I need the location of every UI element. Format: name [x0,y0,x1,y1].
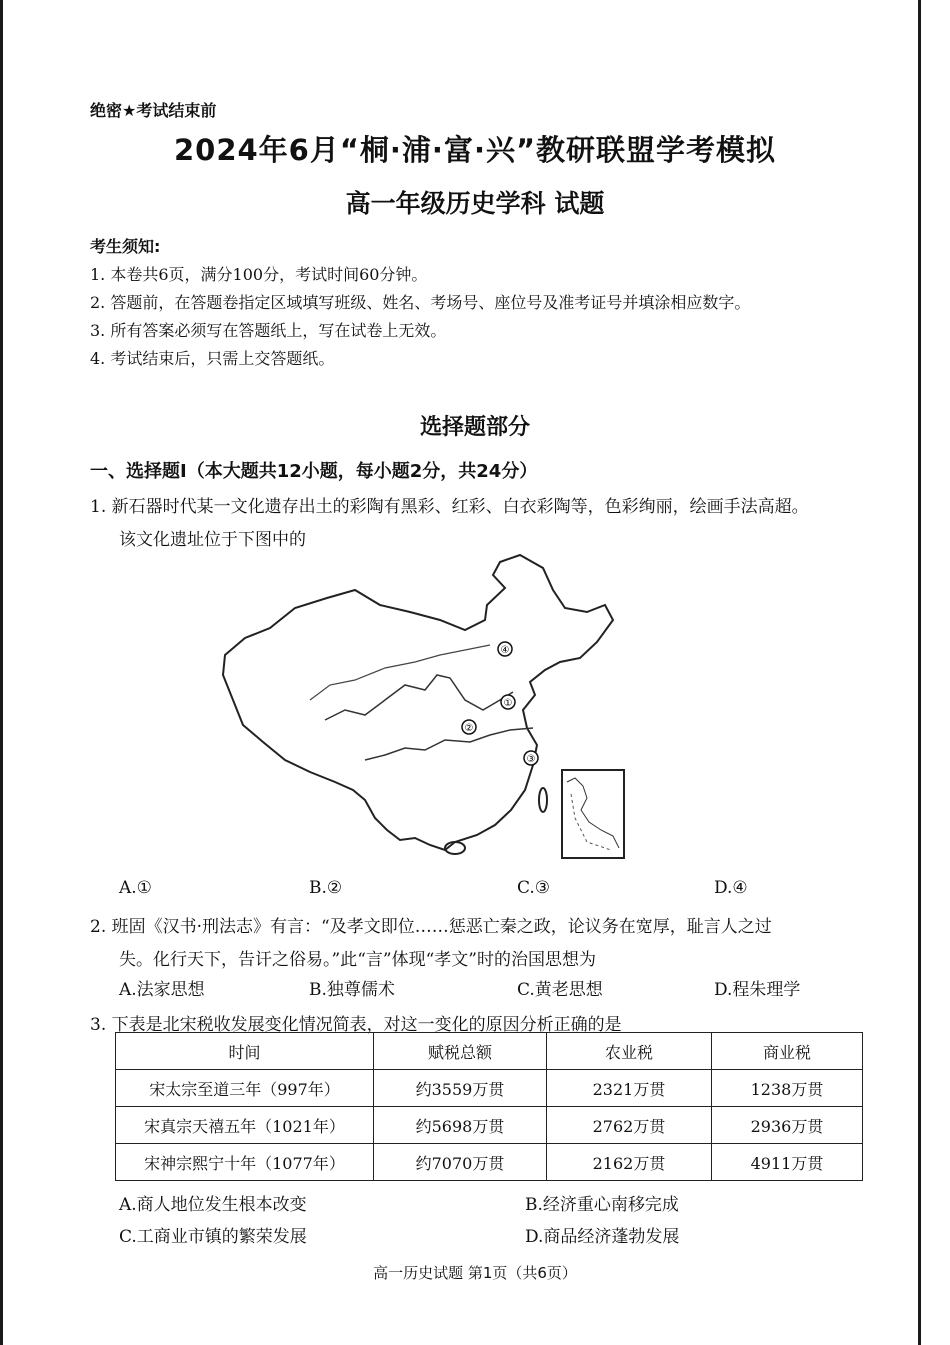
exam-title: 2024年6月“桐·浦·富·兴”教研联盟学考模拟 [173,133,777,167]
q3-option-d: D.商品经济蓬勃发展 [525,1227,680,1247]
q2-option-c: C.黄老思想 [517,980,603,1000]
notice-item: 4. 考试结束后，只需上交答题纸。 [90,349,335,368]
q2-text: 2. 班固《汉书·刑法志》有言：“及孝文即位……惩恶亡秦之政，论议务在宽厚，耻言人之过 [90,917,772,937]
tax-table [115,1032,863,1181]
q1-option-d: D.④ [714,878,748,898]
china-map [215,550,645,865]
table-header-cell: 赋税总额 [374,1033,547,1070]
q2-option-d: D.程朱理学 [714,980,801,1000]
table-cell: 宋真宗天禧五年（1021年） [116,1107,374,1144]
svg-text:①: ① [503,698,513,709]
notice-heading: 考生须知: [90,237,161,256]
table-cell: 2936万贯 [712,1107,863,1144]
table-header-cell: 农业税 [547,1033,712,1070]
table-cell: 宋太宗至道三年（997年） [116,1070,374,1107]
region-border [310,645,490,700]
south-china-sea-inset [562,770,624,858]
notice-item: 1. 本卷共6页，满分100分，考试时间60分钟。 [90,265,428,284]
q1-option-c: C.③ [517,878,551,898]
table-header-cell: 商业税 [712,1033,863,1070]
q1-option-b: B.② [309,878,343,898]
q3-option-a: A.商人地位发生根本改变 [119,1195,307,1215]
table-row [116,1070,863,1107]
marker-1 [501,695,515,709]
section-title: 选择题部分 [419,415,530,440]
q2-option-a: A.法家思想 [119,980,205,1000]
q3-text: 3. 下表是北宋税收发展变化情况简表，对这一变化的原因分析正确的是 [90,1015,622,1035]
q1-option-a: A.① [119,878,152,898]
table-cell: 4911万贯 [712,1144,863,1181]
river-yellow [325,675,513,720]
q3-option-c: C.工商业市镇的繁荣发展 [119,1227,307,1247]
svg-text:④: ④ [500,645,510,656]
svg-text:③: ③ [526,754,536,765]
marker-4 [498,642,512,656]
q3-option-b: B.经济重心南移完成 [525,1195,679,1215]
page-footer: 高一历史试题 第1页（共6页） [373,1264,577,1282]
svg-text:②: ② [464,723,474,734]
marker-2 [462,720,476,734]
exam-subtitle: 高一年级历史学科 试题 [345,189,605,218]
taiwan-island [539,788,547,812]
q1-text-cont: 该文化遗址位于下图中的 [119,530,306,550]
table-cell: 1238万贯 [712,1070,863,1107]
table-cell: 约3559万贯 [374,1070,547,1107]
q2-option-b: B.独尊儒术 [309,980,395,1000]
table-header-row [116,1033,863,1070]
notice-item: 2. 答题前，在答题卷指定区域填写班级、姓名、考场号、座位号及准考证号并填涂相应数字。 [90,293,751,312]
table-cell: 约7070万贯 [374,1144,547,1181]
table-row [116,1107,863,1144]
q2-text-cont: 失。化行天下，告讦之俗易。”此“言”体现“孝文”时的治国思想为 [119,950,596,970]
notice-item: 3. 所有答案必须写在答题纸上，写在试卷上无效。 [90,321,447,340]
table-header-cell: 时间 [116,1033,374,1070]
table-cell: 2762万贯 [547,1107,712,1144]
table-cell: 2321万贯 [547,1070,712,1107]
table-row [116,1144,863,1181]
secret-label: 绝密★考试结束前 [90,101,217,120]
china-outline [223,555,613,850]
table-cell: 约5698万贯 [374,1107,547,1144]
marker-3 [524,751,538,765]
part-title: 一、选择题Ⅰ（本大题共12小题，每小题2分，共24分） [90,461,538,482]
river-yangtze [365,728,533,760]
table-cell: 2162万贯 [547,1144,712,1181]
q1-text: 1. 新石器时代某一文化遗存出土的彩陶有黑彩、红彩、白衣彩陶等，色彩绚丽，绘画手法高超。 [90,497,809,517]
table-cell: 宋神宗熙宁十年（1077年） [116,1144,374,1181]
